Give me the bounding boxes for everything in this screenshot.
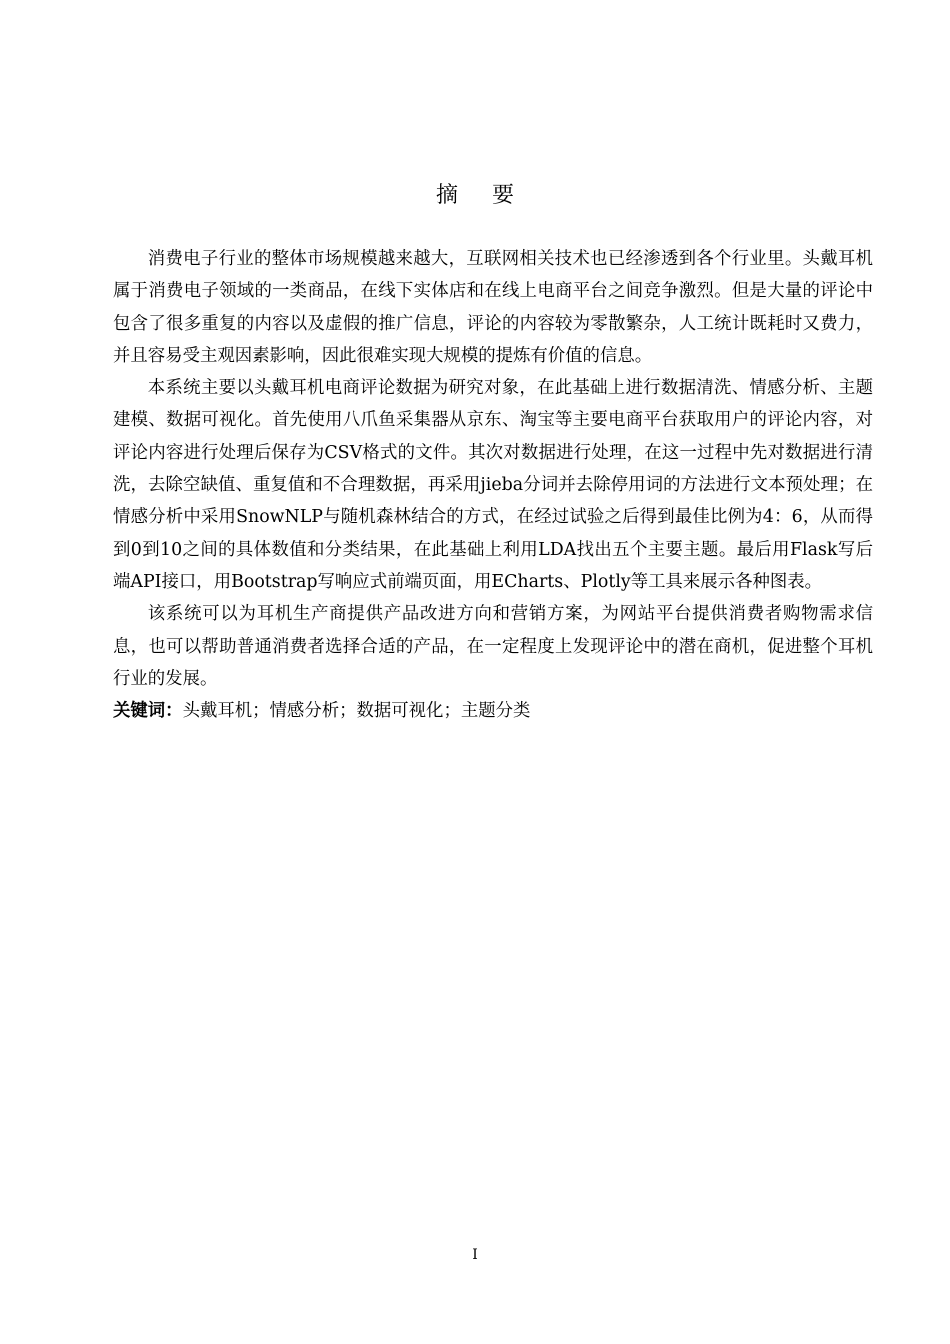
keywords-line xyxy=(113,695,873,727)
abstract-title: 摘要 xyxy=(435,183,548,208)
abstract-body xyxy=(113,243,873,727)
abstract-paragraph-3: 该系统可以为耳机生产商提供产品改进方向和营销方案，为网站平台提供消费者购物需求信息，也可以帮助普通消费者选择合适的产品，在一定程度上发现评论中的潜在商机，促进整个耳机行业的发展。 xyxy=(113,604,873,689)
abstract-paragraph-1: 消费电子行业的整体市场规模越来越大，互联网相关技术也已经渗透到各个行业里。头戴耳机属于消费电子领域的一类商品，在线下实体店和在线上电商平台之间竞争激烈。但是大量的评论中包含了很多重复的内容以及虚假的推广信息，评论的内容较为零散繁杂，人工统计既耗时又费力，并且容易受主观因素影响，因此很难实现大规模的提炼有价值的信息。 xyxy=(113,249,873,366)
abstract-paragraph-2: 本系统主要以头戴耳机电商评论数据为研究对象，在此基础上进行数据清洗、情感分析、主题建模、数据可视化。首先使用八爪鱼采集器从京东、淘宝等主要电商平台获取用户的评论内容，对评论内容进行处理后保存为CSV格式的文件。其次对数据进行处理，在这一过程中先对数据进行清洗，去除空缺值、重复值和不合理数据，再采用jieba分词并去除停用词的方法进行文本预处理；在情感分析中采用SnowNLP与随机森林结合的方式，在经过试验之后得到最佳比例为4：6，从而得到0到10之间的具体数值和分类结果，在此基础上利用LDA找出五个主要主题。最后用Flask写后端API接口，用Bootstrap写响应式前端页面，用ECharts、Plotly等工具来展示各种图表。 xyxy=(113,378,873,592)
page-number: I xyxy=(472,1247,478,1263)
keywords-text: 头戴耳机；情感分析；数据可视化；主题分类 xyxy=(182,701,531,722)
keywords-label: 关键词： xyxy=(113,701,183,722)
